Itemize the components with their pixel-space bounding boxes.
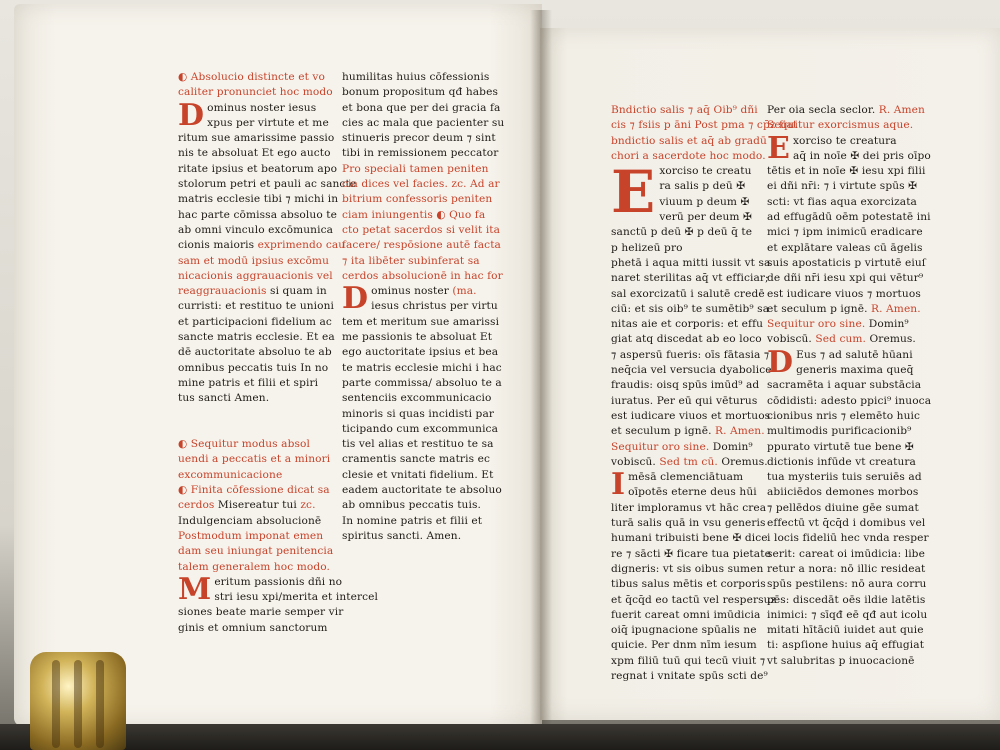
rubric-text: Sequitur oro sine.	[767, 318, 866, 331]
rubric-text: nicacionis aggrauacionis vel	[178, 269, 333, 282]
line-text: generis maxima queq̄	[796, 364, 914, 377]
rubric-text: Sed tm cū.	[659, 455, 718, 468]
line-text: est iudicare viuos et mortuos	[611, 409, 771, 422]
text-line	[342, 223, 504, 238]
text-line	[178, 514, 356, 529]
line-text: chori a sacerdote hoc modo.	[611, 149, 766, 162]
line-text: eadem auctoritate te absoluo	[342, 484, 502, 497]
rubric-text: R. Amen.	[715, 425, 765, 438]
rubric-text: talem generalem hoc modo.	[178, 560, 331, 573]
line-text: ab omnibus peccatis tuis.	[342, 499, 481, 512]
line-text: In nomine patris et filii et	[342, 514, 483, 527]
text-line	[178, 560, 356, 575]
line-text: si quam in	[266, 285, 327, 298]
line-text: effectū vt q̄cq̄d i domibus vel	[767, 517, 926, 530]
line-text: ◐ Quo fa	[436, 208, 486, 221]
line-text: humani tribuisti bene ✠ dice	[611, 532, 768, 545]
text-line	[767, 118, 931, 133]
rubric-text: dam seu iniungat penitencia	[178, 545, 334, 558]
text-line	[342, 85, 504, 100]
line-text: digneris: vt sis oibus sumen	[611, 562, 764, 575]
line-text: regnat i vnitate spūs scti de⁹	[611, 669, 768, 682]
text-line	[342, 437, 504, 452]
drop-initial: E	[611, 158, 656, 227]
line-text: Indulgenciam absolucionē	[178, 514, 322, 527]
line-text: Oremus.	[717, 455, 768, 468]
line-text: ⁊ ita libēter subinferat sa	[342, 254, 480, 267]
line-text: quicie. Per dnm nīm iesum	[611, 639, 757, 652]
text-line	[767, 440, 931, 455]
rubric-text: R. Amen.	[871, 302, 921, 315]
line-text: stinueris precor deum ⁊ sint	[342, 132, 496, 145]
line-text: scti: vt fias aqua exorcizata	[767, 195, 917, 208]
rubric-text: (ma.	[452, 285, 477, 298]
line-text: eritum passionis dñi no	[214, 575, 343, 588]
line-text: est iudicare viuos ⁊ mortuos	[767, 287, 921, 300]
text-line	[611, 669, 797, 684]
text-line	[178, 376, 356, 391]
line-text: et bona que per dei gracia fa	[342, 101, 501, 114]
line-text: xpus per virtute et me	[207, 116, 329, 129]
text-line	[767, 562, 931, 577]
line-text: abiiciēdos demones morbos	[767, 486, 919, 499]
line-text: cia dices vel facies. zc. Ad ar	[342, 178, 500, 191]
book-gutter	[530, 10, 552, 726]
line-text: te matris ecclesie michi i hac	[342, 361, 502, 374]
line-text: ego auctoritate ipsius et bea	[342, 346, 499, 359]
line-text: ra salis p deū ✠	[659, 180, 746, 193]
text-line	[178, 330, 356, 345]
line-text: Misereatur tui	[214, 499, 301, 512]
line-text: oiq̄ ipugnacione spūalis ne	[611, 624, 757, 637]
line-text: et seculum p ignē.	[767, 302, 872, 315]
line-text: i locis fideliū hec vnda resper	[767, 532, 929, 545]
line-text: nitas aie et corporis: et effu	[611, 318, 764, 331]
rubric-text: zc.	[300, 499, 316, 512]
line-text: multimodis purificacionib⁹	[767, 425, 912, 438]
line-text: ◐ Sequitur modus absol	[178, 438, 310, 451]
line-text: parte commissa/ absoluo te a	[342, 376, 502, 389]
text-line	[767, 531, 931, 546]
line-text: tibus salus mētis et corporis	[611, 578, 766, 591]
line-text: Oremus.	[866, 333, 916, 346]
line-text: re ⁊ sācti ✠ ficare tua pietate	[611, 547, 771, 560]
line-text: pēs: discedāt oēs ildie latētis	[767, 593, 926, 606]
text-line	[342, 391, 504, 406]
line-text: ab omni vinculo excōmunica	[178, 223, 334, 236]
line-text: clesie et vnitati fidelium. Et	[342, 468, 494, 481]
line-text: ominus noster iesus	[207, 101, 317, 114]
text-line	[178, 223, 356, 238]
line-text: ad effugādū oēm potestatē ini	[767, 211, 931, 224]
left-column-1	[178, 70, 379, 636]
text-line	[178, 208, 356, 223]
text-line	[767, 638, 931, 653]
line-text: omnibus peccatis tuis In no	[178, 361, 329, 374]
text-line	[342, 162, 504, 177]
text-line	[767, 424, 931, 439]
text-line	[178, 269, 356, 284]
line-text: bonum propositum qđ habes	[342, 86, 498, 99]
text-line	[178, 146, 356, 161]
text-line	[767, 378, 931, 393]
line-text: Domin⁹	[709, 440, 753, 453]
line-text: ◐ Absolucio distincte et vo	[178, 71, 325, 83]
line-text: sanctū p deū ✠ p deū q̄ te	[611, 226, 753, 239]
text-line	[342, 208, 504, 223]
blank-line	[178, 407, 356, 422]
text-line	[178, 238, 356, 253]
text-line	[178, 391, 356, 406]
line-text: vt salubritas p inuocacionē	[767, 654, 915, 667]
text-line	[342, 361, 504, 376]
line-text: hac parte cōmissa absoluo te	[178, 208, 337, 221]
text-line	[342, 254, 504, 269]
text-line	[178, 70, 356, 85]
text-line	[178, 437, 356, 452]
text-line	[767, 271, 931, 286]
text-line	[342, 238, 504, 253]
line-text: tis vel alias et restituo te sa	[342, 438, 494, 451]
text-line	[342, 345, 504, 360]
text-line	[767, 547, 931, 562]
line-text: tus sancti Amen.	[178, 392, 270, 405]
line-text: cto petat sacerdos si velit ita	[342, 223, 501, 236]
text-line	[767, 287, 931, 302]
line-text: ⁊ aspersū fueris: oīs fātasia ⁊	[611, 348, 770, 361]
text-line	[767, 470, 931, 485]
line-text: inimici: ⁊ sīqđ eē qđ aut icolu	[767, 608, 928, 621]
line-text: curristi: et restituo te unioni	[178, 300, 335, 313]
text-line	[767, 623, 931, 638]
line-text: ritum sue amarissime passio	[178, 132, 335, 145]
line-text: cerdos absolucionē in hac for	[342, 269, 503, 282]
rubric-text: sam et modū ipsius excōmu	[178, 254, 329, 267]
text-line	[767, 241, 931, 256]
text-line	[342, 468, 504, 483]
line-text: cionis maioris	[178, 239, 258, 252]
line-text: bndictio salis et aq̄ ab gradū	[611, 134, 767, 147]
line-text: tibi in remissionem peccator	[342, 147, 499, 160]
line-text: mici ⁊ ipm inimicū eradicare	[767, 226, 923, 239]
left-column-2	[342, 70, 504, 544]
line-text: ppurato virtutē tue bene ✠	[767, 440, 914, 453]
line-text: mitati hītāciū iuidet aut quie	[767, 624, 924, 637]
line-text: minoris si quas incidisti par	[342, 407, 495, 420]
line-text: verū per deum ✠	[659, 211, 752, 224]
text-line	[178, 131, 356, 146]
drop-initial: M	[178, 571, 212, 607]
line-text: tem et meritum sue amarissi	[342, 315, 500, 328]
line-text: ◐ Finita cōfessione dicat sa	[178, 484, 330, 497]
text-line	[342, 514, 504, 529]
drop-initial: D	[767, 344, 794, 380]
rubric-text: cerdos	[178, 499, 215, 512]
text-line	[767, 317, 931, 332]
line-text: vobiscū.	[767, 333, 816, 346]
rubric-text: reaggrauacionis	[178, 285, 267, 298]
rubric-text: Postmodum imponat emen	[178, 529, 324, 542]
line-text: xorciso te creatu	[659, 165, 752, 178]
line-text: ticipando cum excommunica	[342, 422, 499, 435]
line-text: ciam iniungentis	[342, 208, 437, 221]
text-line	[767, 485, 931, 500]
line-text: cies ac mala que pacienter su	[342, 116, 505, 129]
line-text: Domin⁹	[865, 318, 909, 331]
text-line	[342, 422, 504, 437]
line-text: humilitas huius cōfessionis	[342, 71, 490, 83]
line-text: ⁊ pellēdos diuine gēe sumat	[767, 501, 919, 514]
text-line	[767, 225, 931, 240]
text-line	[342, 407, 504, 422]
line-text: turā salis quā in vsu generis	[611, 517, 766, 530]
text-line	[767, 608, 931, 623]
line-text: suis apostaticis p virtutē eiuſ	[767, 256, 926, 269]
line-text: cōdidisti: adesto ppici⁹ inuoca	[767, 394, 932, 407]
text-line	[767, 516, 931, 531]
line-text: excommunicacione	[178, 468, 283, 481]
line-text: nis te absoluat Et ego aucto	[178, 147, 331, 160]
line-text: me passionis te absoluat Et	[342, 331, 493, 344]
text-line	[178, 315, 356, 330]
rubric-text: exprimendo cau	[257, 239, 346, 252]
text-line	[342, 192, 504, 207]
text-line	[767, 593, 931, 608]
line-text: spiritus sancti. Amen.	[342, 529, 462, 542]
line-text: mēsā clemenciātuam	[628, 471, 744, 484]
line-text: bitrium confessoris peniten	[342, 193, 493, 206]
text-line	[178, 162, 356, 177]
text-line	[342, 330, 504, 345]
text-line	[342, 101, 504, 116]
text-line	[342, 376, 504, 391]
text-line	[767, 332, 931, 347]
text-line	[342, 146, 504, 161]
line-text: iuratus. Per eū qui vēturus	[611, 394, 758, 407]
text-line	[342, 529, 504, 544]
line-text: neq̄cia vel versucia dyabolice	[611, 364, 772, 377]
text-line	[178, 177, 356, 192]
text-line	[767, 455, 931, 470]
text-line	[178, 254, 356, 269]
text-line	[767, 134, 931, 149]
text-line	[178, 299, 356, 314]
text-line	[767, 103, 931, 118]
text-line	[767, 195, 931, 210]
line-text: sacramēta i aquar substācia	[767, 379, 922, 392]
rubric-text: R. Amen	[878, 104, 925, 116]
blank-line	[178, 422, 356, 437]
line-text: sal exorcizatū i salutē credē	[611, 287, 765, 300]
text-line	[178, 101, 356, 116]
line-text: retur a nora: nō illic resideat	[767, 562, 926, 575]
line-text: Pro speciali tamen peniten	[342, 162, 489, 175]
line-text: naret sterilitas aq̄ vt efficiar;	[611, 272, 769, 285]
line-text: xpm filiū tuū qui tecū viuit ⁊	[611, 654, 766, 667]
text-line	[767, 501, 931, 516]
text-line	[767, 394, 931, 409]
line-text: siones beate marie semper vir	[178, 606, 344, 619]
line-text: dictionis infūde vt creatura	[767, 455, 916, 468]
text-line	[178, 529, 356, 544]
text-line	[342, 498, 504, 513]
text-line	[342, 131, 504, 146]
line-text: fuerit careat omni imūdicia	[611, 608, 761, 621]
text-line	[178, 192, 356, 207]
brass-clasp	[30, 652, 126, 750]
line-text: et q̄cq̄d eo tactū vel respersuz	[611, 593, 777, 606]
text-line	[178, 85, 356, 100]
line-text: et explātare valeas cū āgelis	[767, 241, 923, 254]
line-text: p helizeū pro	[611, 241, 683, 254]
line-text: fraudis: oisq spūs imūd⁹ ad	[611, 379, 760, 392]
line-text: cionibus nris ⁊ elemēto huic	[767, 409, 921, 422]
text-line	[767, 164, 931, 179]
line-text: ominus noster	[371, 285, 453, 298]
line-text: ti: aspſione huius aq̄ effugiat	[767, 639, 925, 652]
text-line	[178, 483, 356, 498]
line-text: facere/ respōsione autē facta	[342, 239, 501, 252]
text-line	[178, 605, 356, 620]
text-line	[342, 452, 504, 467]
drop-initial: E	[767, 130, 790, 166]
line-text: matris ecclesie tibi ⁊ michi in	[178, 193, 339, 206]
text-line	[342, 70, 504, 85]
line-text: spūs pestilens: nō aura corru	[767, 578, 927, 591]
text-line	[178, 498, 356, 513]
text-line	[178, 544, 356, 559]
text-line	[767, 577, 931, 592]
line-text: cramentis sancte matris ec	[342, 453, 490, 466]
line-text: Sequitur exorcismus aque.	[767, 119, 914, 132]
line-text: serit: careat oi imūdicia: libe	[767, 547, 925, 560]
line-text: xorciso te creatura	[792, 134, 897, 147]
line-text: ginis et omnium sanctorum	[178, 621, 328, 634]
line-text: ciū: et sis oib⁹ te sumētib⁹ sa	[611, 302, 770, 315]
text-line	[178, 284, 356, 299]
text-line	[767, 302, 931, 317]
line-text: viuum p deum ✠	[659, 195, 750, 208]
text-line	[767, 179, 931, 194]
text-line	[767, 256, 931, 271]
line-text: iesus christus per virtu	[371, 300, 498, 313]
text-line	[767, 409, 931, 424]
line-text: Bndictio salis ⁊ aq̄ Oib⁹ dñi	[611, 104, 758, 116]
drop-initial: I	[611, 467, 626, 503]
rubric-text: Sequitur oro sine.	[611, 440, 710, 453]
drop-initial: D	[178, 97, 205, 133]
text-line	[342, 483, 504, 498]
line-text: oīpotēs eterne deus hūi	[628, 486, 757, 499]
line-text: Eus ⁊ ad salutē hūani	[796, 348, 913, 361]
text-line	[178, 452, 356, 467]
line-text: tētis et in noīe ✠ iesu xpi filii	[767, 165, 926, 178]
line-text: dē auctoritate absoluo te ab	[178, 346, 332, 359]
line-text: caliter pronunciet hoc modo	[178, 86, 333, 99]
line-text: mine patris et filii et spiri	[178, 376, 319, 389]
text-line	[342, 315, 504, 330]
line-text: sentenciis excommunicacio	[342, 392, 492, 405]
line-text: cis ⁊ fsiis p āni Post pma ⁊ cp̄z fiat	[611, 119, 798, 132]
line-text: vobiscū.	[611, 455, 660, 468]
text-line	[767, 210, 931, 225]
line-text: stri iesu xpi/merita et intercel	[214, 591, 379, 604]
text-line	[342, 269, 504, 284]
rubric-text: Sed cum.	[815, 333, 867, 346]
line-text: stolorum petri et pauli ac sancte	[178, 178, 357, 191]
line-text: tua mysteriis tuis seruiēs ad	[767, 471, 922, 484]
line-text: liter imploramus vt hāc crea	[611, 501, 767, 514]
line-text: de dñi nr̄i iesu xpi qui vētur⁹	[767, 272, 924, 285]
text-line	[342, 177, 504, 192]
line-text: aq̄ in noīe ✠ dei pris oīpo	[792, 149, 931, 162]
text-line	[178, 345, 356, 360]
book-cover-edge	[0, 724, 1000, 750]
text-line	[342, 116, 504, 131]
text-line	[178, 361, 356, 376]
text-line	[767, 149, 931, 164]
line-text: ritate ipsius et beatorum apo	[178, 162, 338, 175]
line-text: ei dñi nr̄i: ⁊ i virtute spūs ✠	[767, 180, 918, 193]
line-text: sancte matris ecclesie. Et ea	[178, 331, 335, 344]
line-text: phetā i aqua mitti iussit vt sa	[611, 256, 771, 269]
line-text: giat atq discedat ab eo loco	[611, 333, 762, 346]
line-text: et participacioni fidelium ac	[178, 315, 332, 328]
text-line	[178, 468, 356, 483]
line-text: uendi a peccatis et a minori	[178, 453, 331, 466]
text-line	[178, 621, 356, 636]
text-line	[178, 116, 356, 131]
text-line	[767, 654, 931, 669]
drop-initial: D	[342, 281, 369, 317]
right-column-2	[767, 103, 931, 669]
line-text: Per oia secla seclor.	[767, 104, 879, 116]
line-text: et seculum p ignē.	[611, 425, 716, 438]
